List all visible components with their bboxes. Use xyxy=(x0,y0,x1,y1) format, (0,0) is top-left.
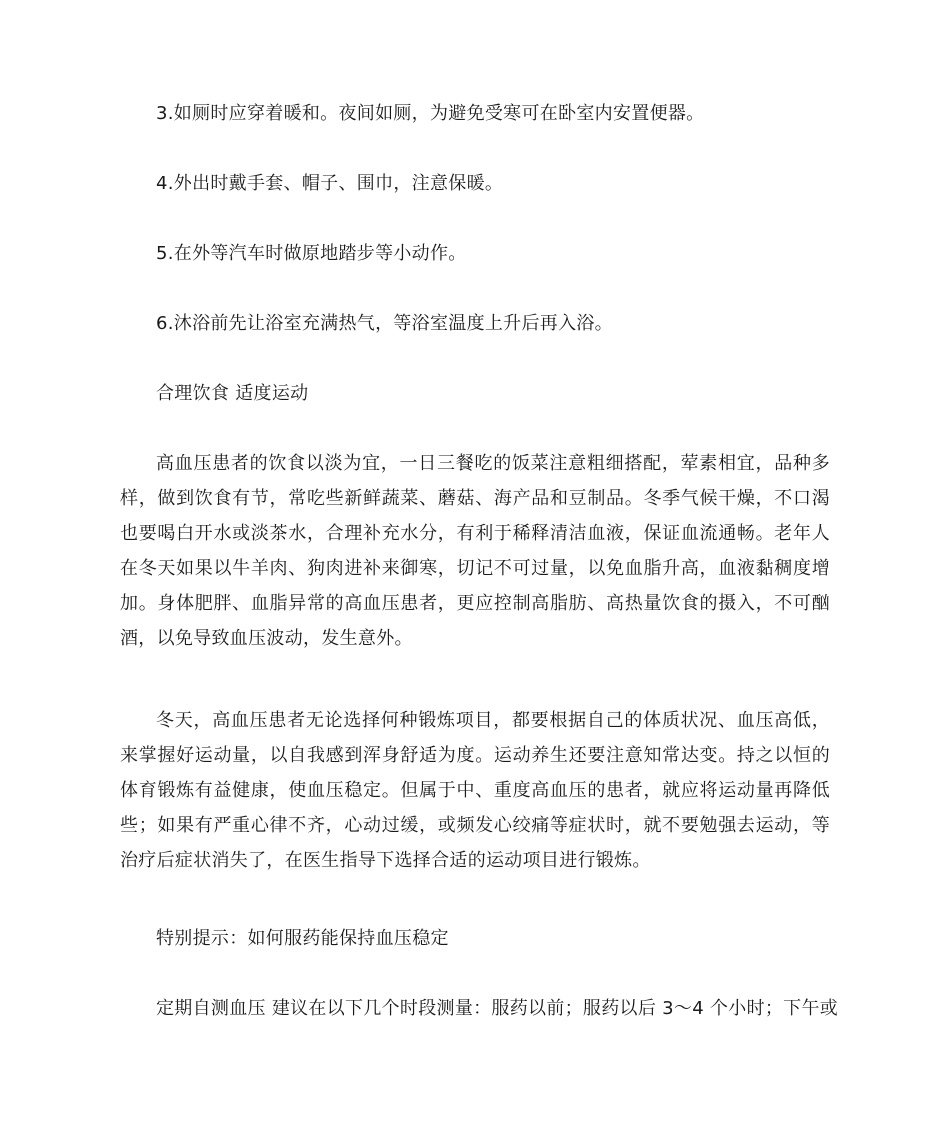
paragraph-outdoor-warmth: 4.外出时戴手套、帽子、围巾，注意保暖。 xyxy=(156,173,504,194)
paragraph-self-measure: 定期自测血压 建议在以下几个时段测量：服药以前；服药以后 3～4 个小时；下午或 xyxy=(156,998,839,1019)
section-heading-diet-exercise: 合理饮食 适度运动 xyxy=(156,383,309,404)
paragraph-bathing: 6.沐浴前先让浴室充满热气，等浴室温度上升后再入浴。 xyxy=(156,313,613,334)
paragraph-waiting-bus: 5.在外等汽车时做原地踏步等小动作。 xyxy=(156,243,467,264)
paragraph-toilet-warmth: 3.如厕时应穿着暖和。夜间如厕，为避免受寒可在卧室内安置便器。 xyxy=(156,103,705,124)
section-heading-medication-tip: 特别提示：如何服药能保持血压稳定 xyxy=(156,928,449,949)
paragraph-exercise: 冬天，高血压患者无论选择何种锻炼项目，都要根据自己的体质状况、血压高低，来掌握好运动量，以自我感到浑身舒适为度。运动养生还要注意知常达变。持之以恒的体育锻炼有益健康，使血压稳定。但属于中、重度高血压的患者，就应将运动量再降低些；如果有严重心律不齐，心动过缓，或频发心绞痛等症状时，就不要勉强去运动，等治疗后症状消失了，在医生指导下选择合适的运动项目进行锻炼。 xyxy=(120,710,830,871)
paragraph-diet: 高血压患者的饮食以淡为宜，一日三餐吃的饭菜注意粗细搭配，荤素相宜，品种多样，做到饮食有节，常吃些新鲜蔬菜、蘑菇、海产品和豆制品。冬季气候干燥，不口渴也要喝白开水或淡茶水，合理补充水分，有利于稀释清洁血液，保证血流通畅。老年人在冬天如果以牛羊肉、狗肉进补来御寒，切记不可过量，以免血脂升高，血液黏稠度增加。身体肥胖、血脂异常的高血压患者，更应控制高脂肪、高热量饮食的摄入，不可酗酒，以免导致血压波动，发生意外。 xyxy=(120,453,830,649)
